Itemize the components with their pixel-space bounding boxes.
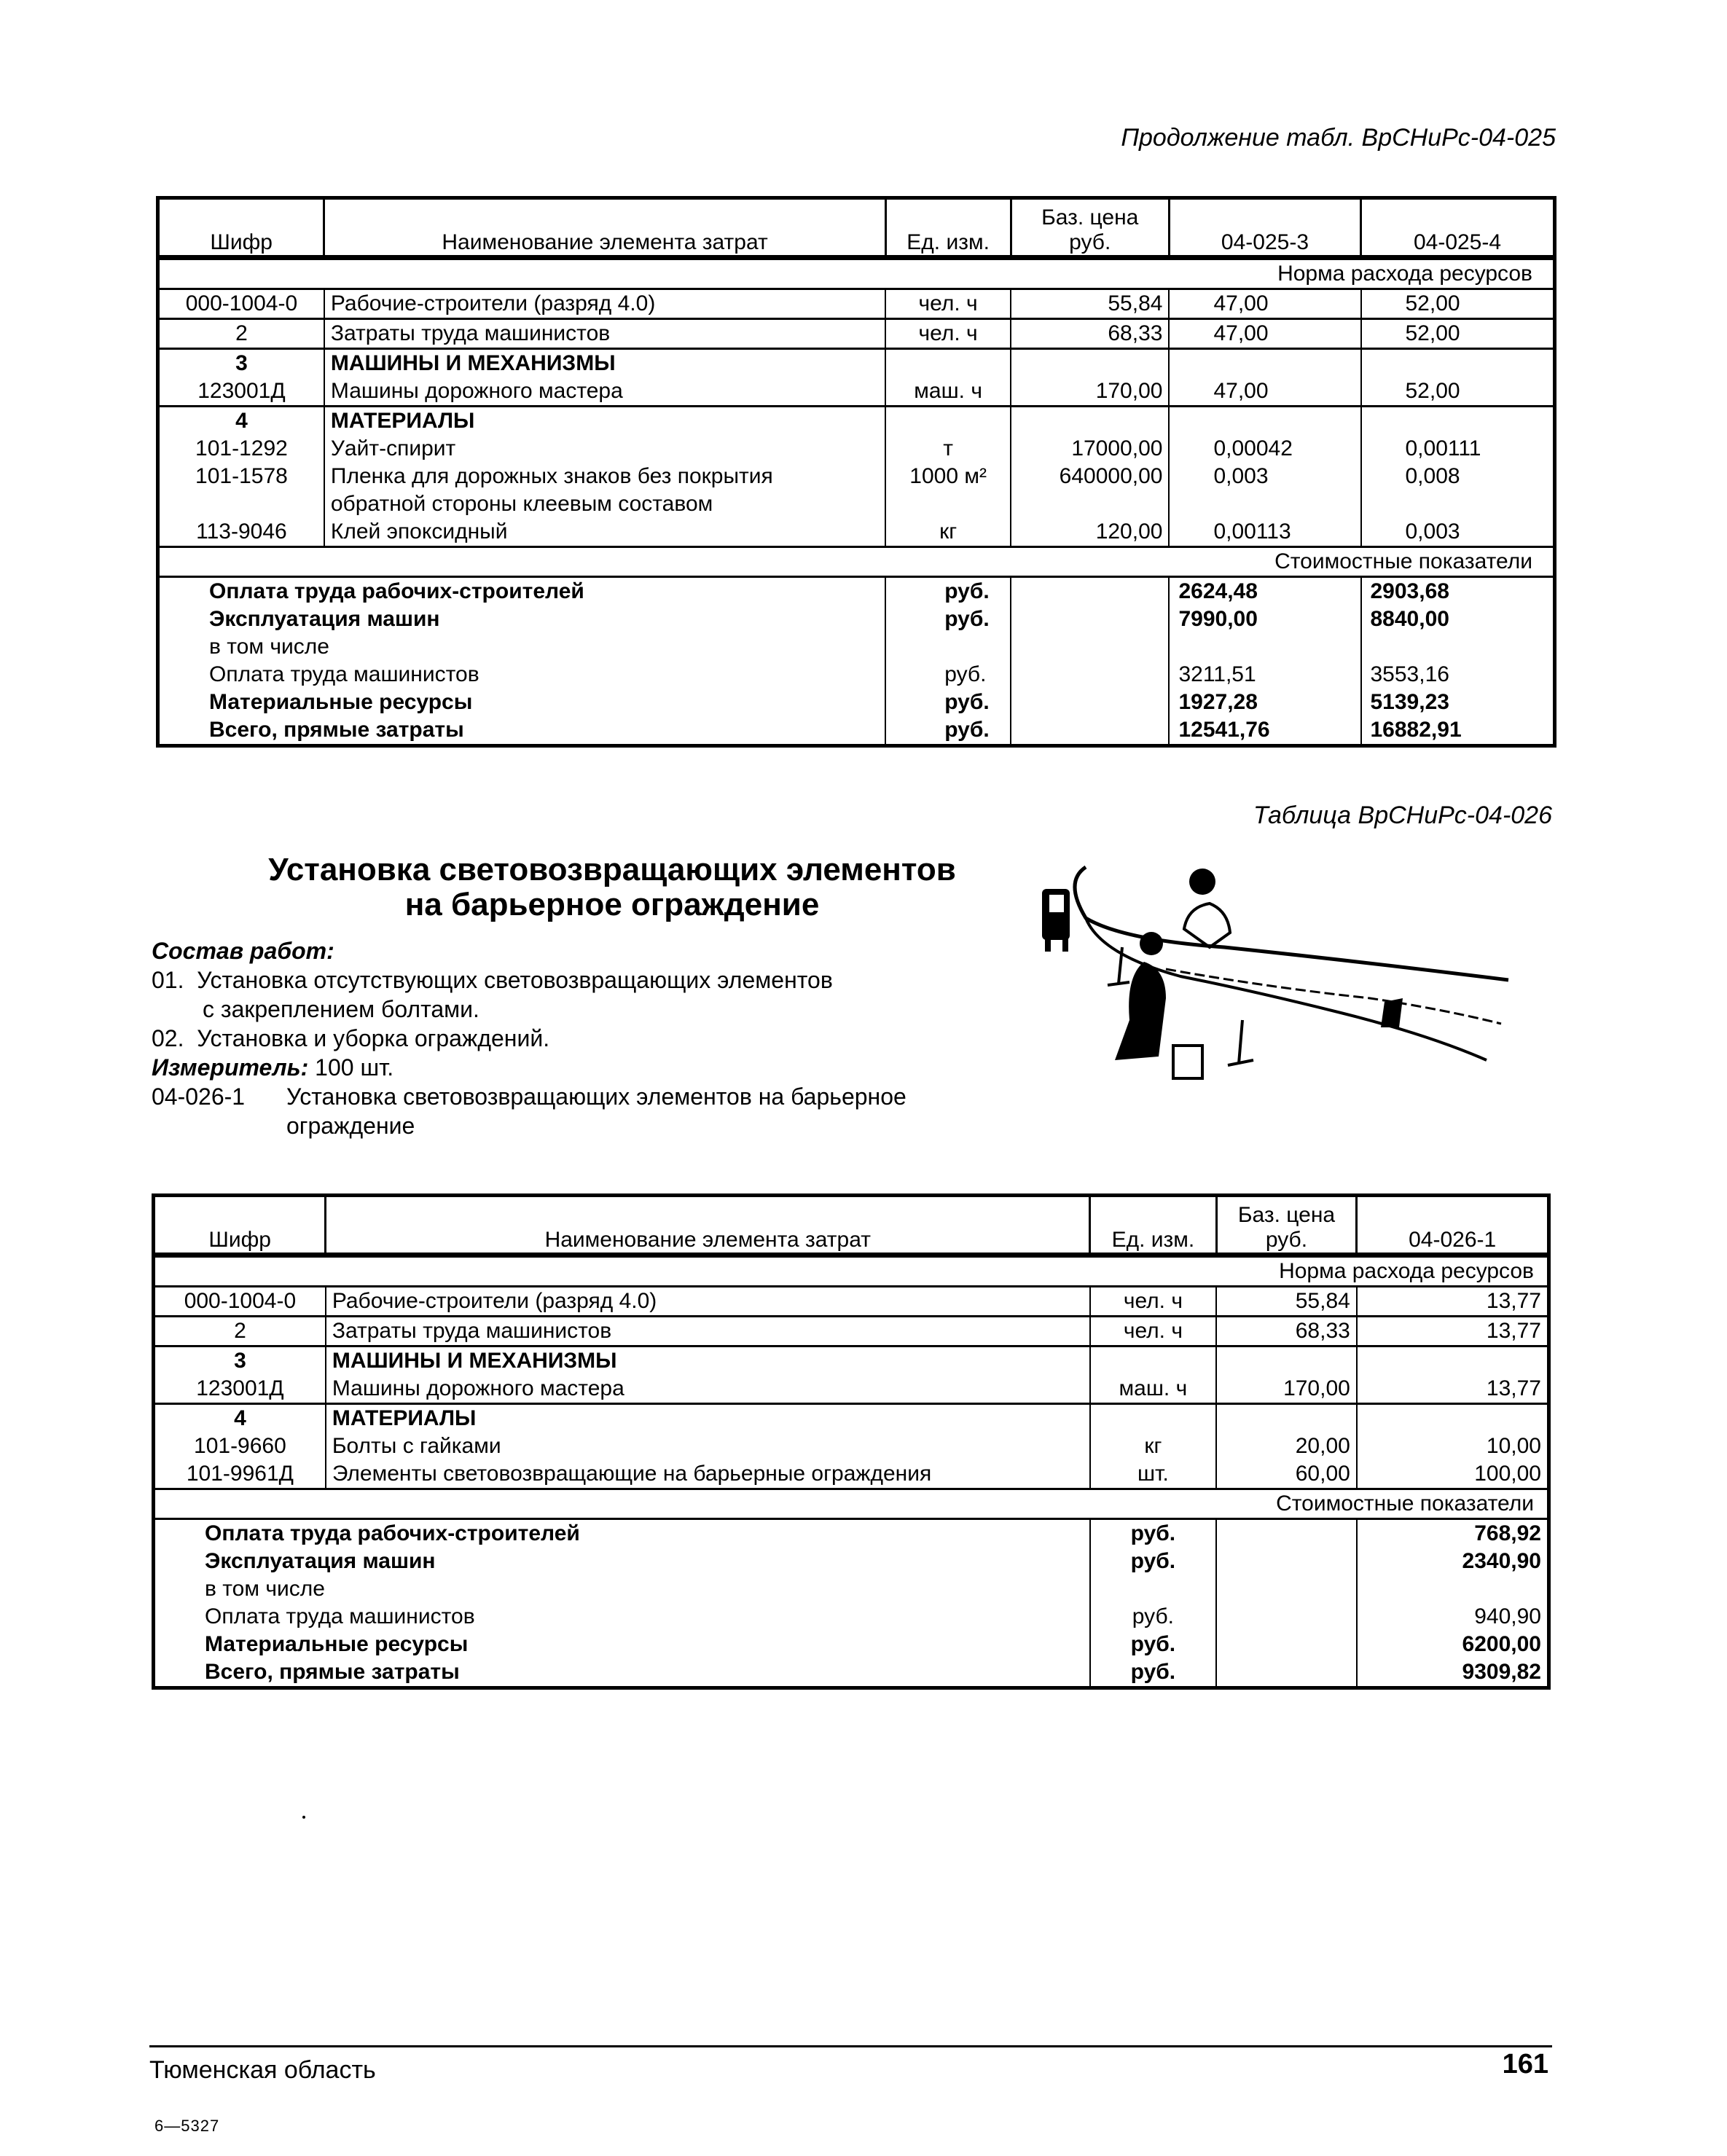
v2-value: 52,00 bbox=[1405, 291, 1460, 315]
v1-value: 13,77 bbox=[1486, 1319, 1541, 1343]
cell-code bbox=[154, 1346, 326, 1404]
v1-value: 0,00113 bbox=[1213, 520, 1291, 544]
cell-v1 bbox=[1357, 1317, 1549, 1346]
cell-v2 bbox=[1361, 349, 1555, 407]
cost-value: 3211,51 bbox=[1178, 662, 1256, 686]
name-value: Уайт-спирит bbox=[330, 436, 456, 460]
cost-value: 2340,90 bbox=[1462, 1549, 1541, 1573]
cost-value bbox=[1363, 1575, 1541, 1603]
name-value: Машины дорожного мастера bbox=[330, 379, 623, 403]
code-value: 123001Д bbox=[196, 1376, 284, 1400]
footer-rule bbox=[149, 2045, 1552, 2047]
col-header-code: Шифр bbox=[158, 198, 324, 258]
v1-value bbox=[1213, 490, 1354, 518]
cell-price bbox=[1216, 1317, 1357, 1346]
col-header-code: Шифр bbox=[154, 1196, 326, 1255]
cost-price-empty bbox=[1216, 1519, 1357, 1688]
work-composition: Состав работ: 01. Установка отсутствующих световозвращающих элементов с закреплением болтами. 02. Установка и уборка ограждений. Измеритель: 100 шт. 04-026-1 Установка световозвращающих элементов на барьерное ограждение bbox=[152, 936, 1026, 1140]
cell-name bbox=[324, 289, 885, 319]
name-value: Болты с гайками bbox=[332, 1434, 501, 1458]
cost-unit: руб. bbox=[944, 607, 990, 631]
name-value: Затраты труда машинистов bbox=[330, 321, 611, 345]
v2-value: 0,003 bbox=[1405, 520, 1460, 544]
col-header-04-026-1: 04-026-1 bbox=[1357, 1196, 1549, 1255]
cell-v1 bbox=[1169, 319, 1360, 349]
cost-unit: руб. bbox=[1130, 1660, 1176, 1684]
name-value: Рабочие-строители (разряд 4.0) bbox=[330, 291, 656, 315]
cost-value: 6200,00 bbox=[1462, 1632, 1541, 1656]
price-value: 640000,00 bbox=[1059, 464, 1163, 488]
v1-value: 100,00 bbox=[1474, 1462, 1541, 1486]
cost-unit: руб. bbox=[944, 579, 990, 603]
cell-code bbox=[158, 319, 324, 349]
v1-value: 13,77 bbox=[1486, 1376, 1541, 1400]
cost-value: 7990,00 bbox=[1178, 607, 1258, 631]
cost-name: Эксплуатация машин bbox=[209, 607, 440, 631]
table-row-group bbox=[158, 319, 1555, 349]
cost-indicators bbox=[158, 577, 1555, 746]
v1-value: 0,003 bbox=[1213, 464, 1269, 488]
code-value: 113-9046 bbox=[196, 520, 287, 544]
cell-unit bbox=[1090, 1404, 1216, 1489]
cost-value: 3553,16 bbox=[1370, 662, 1449, 686]
code-value: 101-9660 bbox=[194, 1434, 286, 1458]
cost-unit: руб. bbox=[944, 690, 990, 714]
cost-name: Оплата труда машинистов bbox=[209, 662, 479, 686]
price-value: 68,33 bbox=[1295, 1319, 1350, 1343]
code-value: 123001Д bbox=[197, 379, 286, 403]
name-value: Машины дорожного мастера bbox=[332, 1376, 624, 1400]
table-row-group bbox=[154, 1287, 1549, 1317]
code-value: 4 bbox=[234, 1406, 246, 1430]
section-title-line1: Установка световозвращающих элементов bbox=[268, 852, 956, 887]
cell-code bbox=[158, 349, 324, 407]
col-header-04-025-3: 04-025-3 bbox=[1169, 198, 1360, 258]
table-row-group bbox=[158, 349, 1555, 407]
v1-value: 13,77 bbox=[1486, 1289, 1541, 1313]
cost-indicators bbox=[154, 1519, 1549, 1688]
cost-label: Стоимостные показатели bbox=[1274, 549, 1532, 573]
price-value: 170,00 bbox=[1283, 1376, 1350, 1400]
cost-v1 bbox=[1357, 1519, 1549, 1688]
v1-value bbox=[1213, 350, 1354, 377]
v1-value bbox=[1213, 407, 1354, 435]
resource-table-04-026 bbox=[152, 1193, 1551, 1690]
norm-item: 04-026-1 Установка световозвращающих элементов на барьерное bbox=[152, 1083, 906, 1110]
code-value: 101-1578 bbox=[195, 464, 288, 488]
cell-v1 bbox=[1357, 1287, 1549, 1317]
col-header-name: Наименование элемента затрат bbox=[326, 1196, 1090, 1255]
page-number: 161 bbox=[1502, 2049, 1548, 2079]
cost-value: 12541,76 bbox=[1178, 718, 1270, 742]
unit-value: кг bbox=[1144, 1434, 1162, 1458]
cell-price bbox=[1011, 289, 1169, 319]
cell-unit bbox=[1090, 1317, 1216, 1346]
cell-code bbox=[158, 407, 324, 547]
unit-value: чел. ч bbox=[1123, 1319, 1183, 1343]
code-value: 000-1004-0 bbox=[184, 1289, 297, 1313]
name-value: Рабочие-строители (разряд 4.0) bbox=[332, 1289, 657, 1313]
v2-value bbox=[1406, 407, 1548, 435]
cell-name bbox=[324, 407, 885, 547]
v2-value bbox=[1406, 350, 1548, 377]
cell-v1 bbox=[1169, 407, 1360, 547]
price-value: 170,00 bbox=[1095, 379, 1163, 403]
cell-price bbox=[1216, 1404, 1357, 1489]
cell-unit bbox=[885, 319, 1011, 349]
col-header-price: Баз. цена руб. bbox=[1216, 1196, 1357, 1255]
cost-name: Оплата труда рабочих-строителей bbox=[205, 1521, 580, 1545]
cost-name: в том числе bbox=[209, 635, 329, 659]
name-value: МАТЕРИАЛЫ bbox=[332, 1406, 477, 1430]
code-value: 101-9961Д bbox=[186, 1462, 294, 1486]
section-title bbox=[182, 852, 1042, 922]
table-row-group bbox=[154, 1346, 1549, 1404]
unit-value: чел. ч bbox=[918, 321, 978, 345]
cell-unit bbox=[885, 349, 1011, 407]
norm-label: Норма расхода ресурсов bbox=[1279, 1259, 1534, 1283]
cost-unit: руб. bbox=[944, 662, 987, 686]
unit-value: 1000 м² bbox=[909, 464, 987, 488]
cost-v2 bbox=[1361, 577, 1555, 746]
name-value: обратной стороны клеевым составом bbox=[330, 492, 713, 516]
cost-unit bbox=[944, 633, 1004, 661]
cost-value bbox=[1371, 633, 1548, 661]
unit-value: чел. ч bbox=[1123, 1289, 1183, 1313]
v1-value: 47,00 bbox=[1213, 379, 1269, 403]
cost-unit: руб. bbox=[1132, 1604, 1174, 1628]
name-value: Пленка для дорожных знаков без покрытия bbox=[330, 464, 773, 488]
price-value: 17000,00 bbox=[1071, 436, 1163, 460]
unit-value: т bbox=[943, 436, 953, 460]
cost-unit: руб. bbox=[1130, 1521, 1176, 1545]
code-value: 3 bbox=[235, 351, 248, 375]
price-value bbox=[1017, 490, 1162, 518]
cell-code bbox=[158, 289, 324, 319]
cost-label: Стоимостные показатели bbox=[1276, 1491, 1534, 1516]
code-value bbox=[165, 490, 318, 518]
unit-value bbox=[1097, 1347, 1210, 1375]
cost-value: 1927,28 bbox=[1178, 690, 1258, 714]
cost-name: Оплата труда машинистов bbox=[205, 1604, 475, 1628]
cost-unit: руб. bbox=[1130, 1632, 1176, 1656]
price-value bbox=[1017, 350, 1162, 377]
price-value bbox=[1017, 407, 1162, 435]
cost-value: 2624,48 bbox=[1178, 579, 1258, 603]
cell-unit bbox=[885, 407, 1011, 547]
unit-value bbox=[892, 407, 1004, 435]
price-value: 120,00 bbox=[1095, 520, 1163, 544]
cost-name: Всего, прямые затраты bbox=[205, 1660, 460, 1684]
v2-value: 0,008 bbox=[1405, 464, 1460, 488]
unit-value: чел. ч bbox=[918, 291, 978, 315]
table-header-row bbox=[158, 198, 1555, 258]
resource-table-04-025 bbox=[156, 196, 1556, 748]
cell-price bbox=[1216, 1346, 1357, 1404]
cost-value: 16882,91 bbox=[1370, 718, 1462, 742]
norm-label-row bbox=[154, 1255, 1549, 1287]
workers-guardrail-illustration-icon bbox=[1035, 852, 1559, 1100]
footer-region: Тюменская область bbox=[149, 2056, 376, 2084]
section-title-line2: на барьерное ограждение bbox=[404, 887, 820, 922]
v2-value bbox=[1406, 490, 1548, 518]
meter: Измеритель: 100 шт. bbox=[152, 1054, 394, 1081]
work-item-01-cont: с закреплением болтами. bbox=[203, 996, 479, 1022]
cell-v1 bbox=[1357, 1346, 1549, 1404]
price-value: 20,00 bbox=[1295, 1434, 1350, 1458]
v2-value: 52,00 bbox=[1405, 379, 1460, 403]
cost-value: 940,90 bbox=[1474, 1604, 1541, 1628]
table-row-group bbox=[154, 1404, 1549, 1489]
cost-names bbox=[158, 577, 886, 746]
cell-name bbox=[326, 1317, 1090, 1346]
v1-value: 47,00 bbox=[1213, 291, 1269, 315]
print-code: 6—5327 bbox=[154, 2117, 220, 2135]
cell-name bbox=[326, 1404, 1090, 1489]
code-value: 2 bbox=[235, 321, 248, 345]
cost-unit bbox=[1097, 1575, 1210, 1603]
cost-unit: руб. bbox=[944, 718, 990, 742]
cell-v1 bbox=[1169, 349, 1360, 407]
col-header-name: Наименование элемента затрат bbox=[324, 198, 885, 258]
cell-v1 bbox=[1169, 289, 1360, 319]
price-value: 55,84 bbox=[1295, 1289, 1350, 1313]
code-value: 000-1004-0 bbox=[185, 291, 298, 315]
col-header-unit: Ед. изм. bbox=[885, 198, 1011, 258]
work-item-02: 02. Установка и уборка ограждений. bbox=[152, 1025, 550, 1051]
unit-value: кг bbox=[939, 520, 958, 544]
cell-price bbox=[1011, 349, 1169, 407]
cell-v2 bbox=[1361, 319, 1555, 349]
speck bbox=[302, 1816, 305, 1819]
name-value: Элементы световозвращающие на барьерные ограждения bbox=[332, 1462, 932, 1486]
v2-value: 0,00111 bbox=[1405, 436, 1481, 460]
cost-value: 8840,00 bbox=[1370, 607, 1449, 631]
col-header-price: Баз. цена руб. bbox=[1011, 198, 1169, 258]
name-value: МАТЕРИАЛЫ bbox=[330, 409, 475, 433]
v1-value: 10,00 bbox=[1486, 1434, 1541, 1458]
name-value: МАШИНЫ И МЕХАНИЗМЫ bbox=[330, 351, 616, 375]
v1-value: 47,00 bbox=[1213, 321, 1269, 345]
cost-value: 2903,68 bbox=[1370, 579, 1449, 603]
cost-value bbox=[1178, 633, 1354, 661]
name-value: МАШИНЫ И МЕХАНИЗМЫ bbox=[332, 1349, 617, 1373]
unit-value bbox=[892, 350, 1004, 377]
cell-name bbox=[326, 1287, 1090, 1317]
cell-name bbox=[326, 1346, 1090, 1404]
cost-v1 bbox=[1169, 577, 1360, 746]
v1-value bbox=[1363, 1405, 1541, 1432]
cell-code bbox=[154, 1287, 326, 1317]
unit-value bbox=[892, 490, 1004, 518]
cost-units bbox=[885, 577, 1011, 746]
cost-name: Материальные ресурсы bbox=[209, 690, 473, 714]
cost-value: 768,92 bbox=[1474, 1521, 1541, 1545]
table-caption: Таблица ВрСНиРс-04-026 bbox=[1253, 801, 1552, 829]
cell-v2 bbox=[1361, 289, 1555, 319]
cell-code bbox=[154, 1317, 326, 1346]
work-item-01: 01. Установка отсутствующих световозвращающих элементов bbox=[152, 967, 833, 993]
cost-label-row bbox=[154, 1489, 1549, 1519]
price-value bbox=[1223, 1405, 1350, 1432]
cell-unit bbox=[1090, 1287, 1216, 1317]
unit-value: шт. bbox=[1137, 1462, 1169, 1486]
cost-name: в том числе bbox=[205, 1577, 325, 1601]
cell-unit bbox=[1090, 1346, 1216, 1404]
name-value: Клей эпоксидный bbox=[330, 520, 508, 544]
table-row-group bbox=[154, 1317, 1549, 1346]
code-value: 4 bbox=[235, 409, 248, 433]
col-header-04-025-4: 04-025-4 bbox=[1361, 198, 1555, 258]
v1-value: 0,00042 bbox=[1213, 436, 1293, 460]
cell-price bbox=[1216, 1287, 1357, 1317]
cell-unit bbox=[885, 289, 1011, 319]
code-value: 101-1292 bbox=[195, 436, 288, 460]
code-value: 3 bbox=[234, 1349, 246, 1373]
cost-value: 9309,82 bbox=[1462, 1660, 1541, 1684]
table-header-row bbox=[154, 1196, 1549, 1255]
unit-value: маш. ч bbox=[914, 379, 982, 403]
cell-name bbox=[324, 319, 885, 349]
continuation-caption: Продолжение табл. ВрСНиРс-04-025 bbox=[1121, 124, 1556, 152]
cell-v2 bbox=[1361, 407, 1555, 547]
cost-names bbox=[154, 1519, 1090, 1688]
price-value: 68,33 bbox=[1108, 321, 1163, 345]
unit-value bbox=[1097, 1405, 1210, 1432]
price-value: 60,00 bbox=[1295, 1462, 1350, 1486]
price-value bbox=[1223, 1347, 1350, 1375]
cell-price bbox=[1011, 319, 1169, 349]
cost-name: Оплата труда рабочих-строителей bbox=[209, 579, 584, 603]
v2-value: 52,00 bbox=[1405, 321, 1460, 345]
name-value: Затраты труда машинистов bbox=[332, 1319, 612, 1343]
cost-name: Всего, прямые затраты bbox=[209, 718, 464, 742]
v1-value bbox=[1363, 1347, 1541, 1375]
norm-label-row bbox=[158, 258, 1555, 289]
code-value: 2 bbox=[234, 1319, 246, 1343]
cost-price-empty bbox=[1011, 577, 1169, 746]
works-label: Состав работ: bbox=[152, 938, 334, 964]
cost-units bbox=[1090, 1519, 1216, 1688]
table-row-group bbox=[158, 289, 1555, 319]
cell-name bbox=[324, 349, 885, 407]
unit-value: маш. ч bbox=[1119, 1376, 1188, 1400]
cost-value: 5139,23 bbox=[1370, 690, 1449, 714]
price-value: 55,84 bbox=[1108, 291, 1163, 315]
cell-price bbox=[1011, 407, 1169, 547]
norm-label: Норма расхода ресурсов bbox=[1277, 262, 1532, 286]
cell-v1 bbox=[1357, 1404, 1549, 1489]
cost-name: Эксплуатация машин bbox=[205, 1549, 436, 1573]
col-header-unit: Ед. изм. bbox=[1090, 1196, 1216, 1255]
table-row-group bbox=[158, 407, 1555, 547]
cost-label-row bbox=[158, 547, 1555, 577]
cost-unit: руб. bbox=[1130, 1549, 1176, 1573]
cell-code bbox=[154, 1404, 326, 1489]
cost-name: Материальные ресурсы bbox=[205, 1632, 469, 1656]
